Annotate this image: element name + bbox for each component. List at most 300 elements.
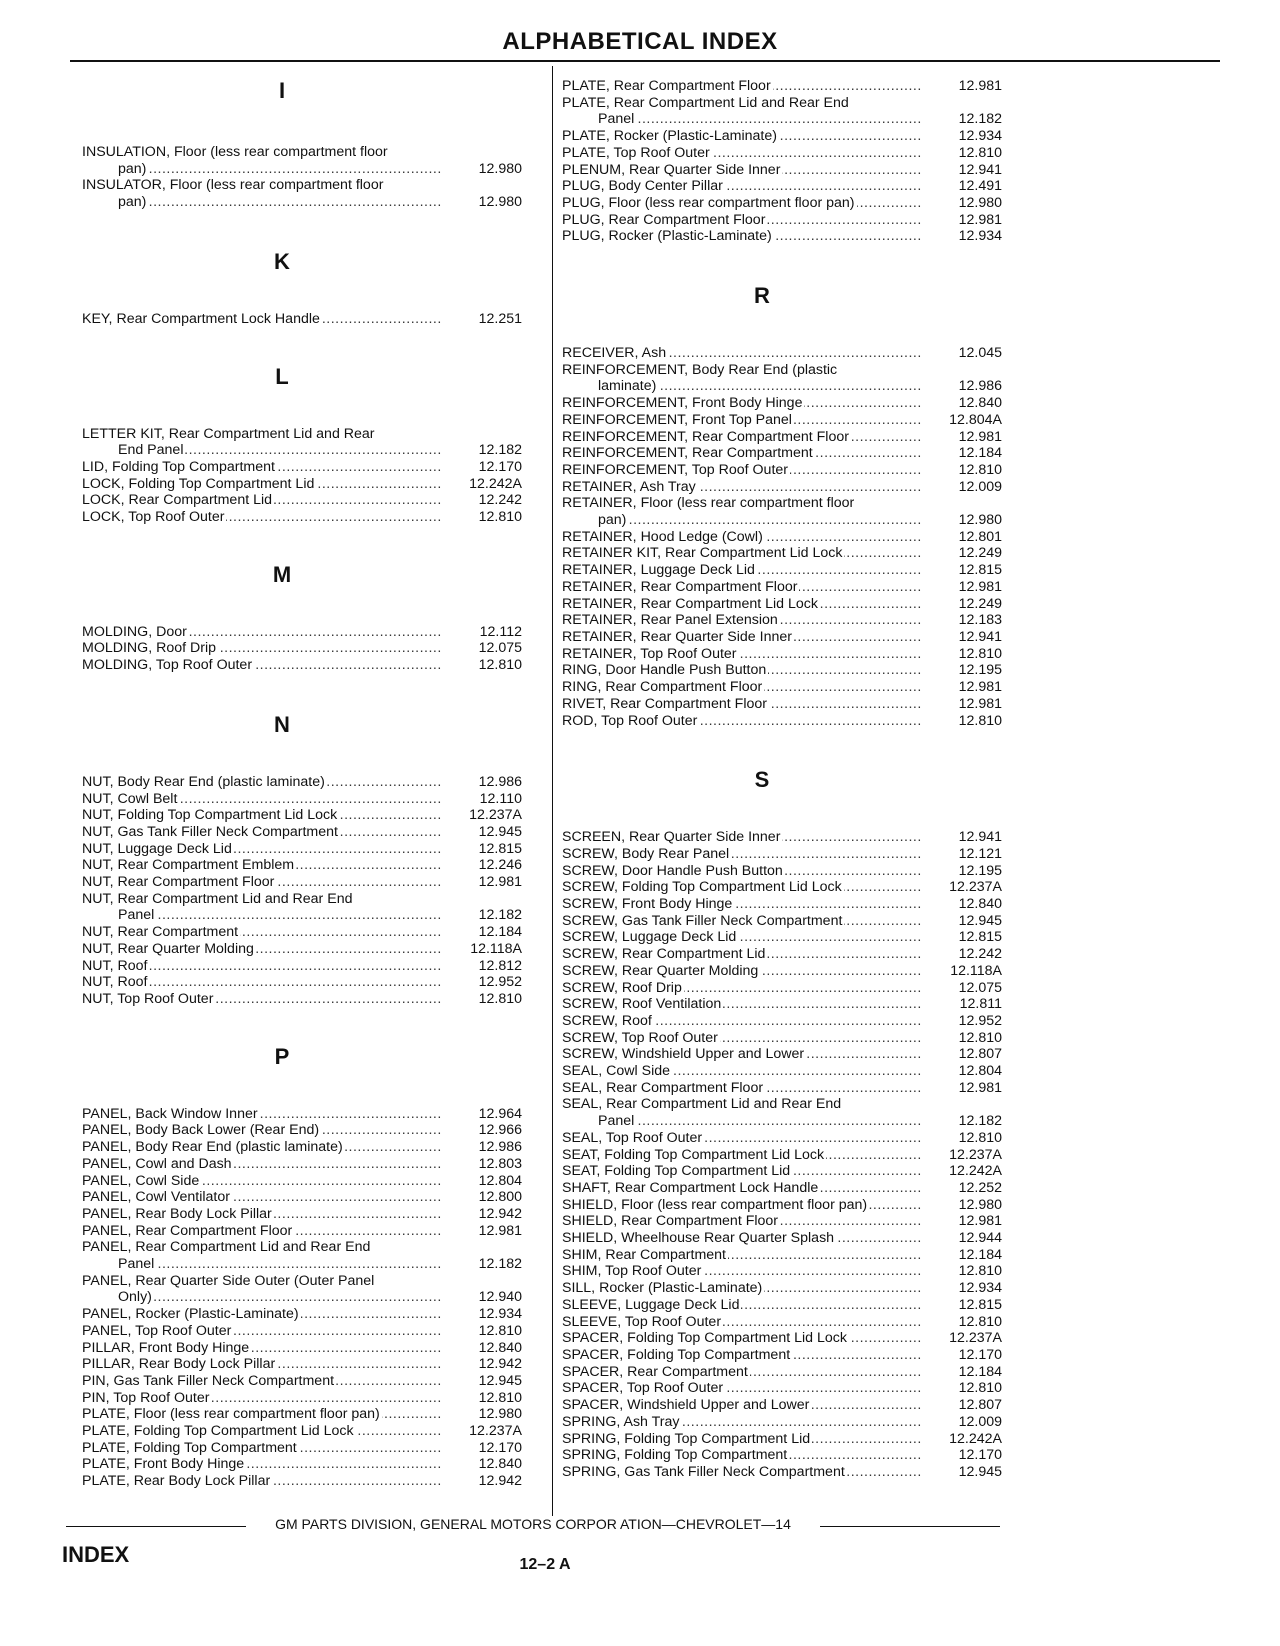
entry-label: KEY, Rear Compartment Lock Handle <box>82 310 320 327</box>
index-entry <box>562 662 1020 679</box>
entry-page-number: 12.986 <box>478 773 522 790</box>
entry-label: PLATE, Rear Body Lock Pillar <box>82 1473 271 1490</box>
entry-label: PANEL, Cowl Side <box>82 1172 200 1189</box>
entry-page-number: 12.941 <box>958 161 1002 178</box>
index-entry <box>82 941 540 958</box>
entry-label: RETAINER, Rear Panel Extension <box>562 612 778 629</box>
index-entry <box>562 1297 1020 1314</box>
entry-label: NUT, Rear Compartment Floor <box>82 874 275 891</box>
index-entry <box>562 980 1020 997</box>
section-letter: S <box>754 767 770 793</box>
entry-label: SCREW, Rear Quarter Molding <box>562 962 759 979</box>
entry-page-number: 12.195 <box>958 662 1002 679</box>
entry-page-number: 12.237A <box>469 807 522 824</box>
index-entry <box>82 991 540 1008</box>
index-entry <box>82 1122 540 1139</box>
index-entry <box>562 1330 1020 1347</box>
entry-page-number: 12.810 <box>958 645 1002 662</box>
entry-label: PANEL, Rear Compartment Lid and Rear End <box>82 1239 371 1256</box>
index-entry <box>562 178 1020 195</box>
entry-label: PLENUM, Rear Quarter Side Inner <box>562 161 781 178</box>
entry-page-number: 12.934 <box>958 128 1002 145</box>
entry-page-number: 12.246 <box>478 857 522 874</box>
entry-page-number: 12.934 <box>958 228 1002 245</box>
entry-page-number: 12.184 <box>958 1246 1002 1263</box>
index-entry <box>562 1364 1020 1381</box>
index-entry <box>562 829 1020 846</box>
entry-label: LETTER KIT, Rear Compartment Lid and Rear <box>82 425 375 442</box>
index-entry <box>562 1013 1020 1030</box>
index-entry <box>82 1289 540 1306</box>
index-entry <box>82 924 540 941</box>
entry-page-number: 12.251 <box>478 310 522 327</box>
index-entry <box>82 857 540 874</box>
entry-label: MOLDING, Door <box>82 623 187 640</box>
entry-label: Panel <box>82 907 156 924</box>
entry-label: SHAFT, Rear Compartment Lock Handle <box>562 1179 819 1196</box>
entry-page-number: 12.009 <box>958 1413 1002 1430</box>
entry-label: SEAL, Rear Compartment Lid and Rear End <box>562 1096 842 1113</box>
entry-page-number: 12.810 <box>478 990 522 1007</box>
entry-label: SCREW, Door Handle Push Button <box>562 862 783 879</box>
entry-label: NUT, Rear Compartment <box>82 924 239 941</box>
entry-label: SPACER, Folding Top Compartment Lid Lock <box>562 1330 847 1347</box>
index-entry <box>82 1173 540 1190</box>
footer-section-label: INDEX <box>62 1542 130 1567</box>
entry-label: RETAINER, Hood Ledge (Cowl) <box>562 528 763 545</box>
entry-label: PANEL, Cowl and Dash <box>82 1155 232 1172</box>
index-entry <box>562 1130 1020 1147</box>
entry-page-number: 12.491 <box>958 178 1002 195</box>
entry-label: SPRING, Folding Top Compartment Lid <box>562 1430 811 1447</box>
entry-page-number: 12.934 <box>958 1280 1002 1297</box>
left-column <box>82 78 540 1490</box>
index-entry <box>562 412 1020 429</box>
entry-label: SPACER, Top Roof Outer <box>562 1380 724 1397</box>
section-letter: P <box>274 1043 290 1069</box>
index-entry <box>562 629 1020 646</box>
index-entry <box>562 896 1020 913</box>
index-entry <box>562 512 1020 529</box>
index-entry <box>562 612 1020 629</box>
entry-label: NUT, Gas Tank Filler Neck Compartment <box>82 823 338 840</box>
entry-page-number: 12.170 <box>958 1347 1002 1363</box>
entry-page-number: 12.810 <box>958 1380 1002 1397</box>
entry-label: Panel <box>82 1256 156 1273</box>
entry-label: NUT, Body Rear End (plastic laminate) <box>82 773 325 790</box>
entry-label: End Panel <box>82 442 185 459</box>
index-entry <box>562 228 1020 245</box>
entry-label: SHIM, Top Roof Outer <box>562 1263 702 1280</box>
index-entry <box>82 1373 540 1390</box>
index-entry <box>562 1147 1020 1164</box>
entry-page-number: 12.242A <box>469 475 522 492</box>
entry-label: SHIELD, Rear Compartment Floor <box>562 1213 779 1230</box>
index-entry <box>562 713 1020 730</box>
index-entry <box>562 1080 1020 1097</box>
entry-label: REINFORCEMENT, Front Body Hinge <box>562 395 803 412</box>
index-entry <box>562 95 1020 112</box>
page-title: ALPHABETICAL INDEX <box>502 28 778 55</box>
entry-page-number: 12.981 <box>958 78 1002 94</box>
entry-label: RETAINER, Rear Compartment Lid Lock <box>562 595 818 612</box>
entry-page-number: 12.981 <box>958 578 1002 595</box>
index-entry <box>82 426 540 443</box>
index-entry <box>82 1106 540 1123</box>
entry-page-number: 12.170 <box>478 458 522 475</box>
entry-page-number: 12.182 <box>958 1113 1002 1130</box>
entry-label: REINFORCEMENT, Rear Compartment <box>562 445 813 462</box>
index-entry <box>562 1263 1020 1280</box>
entry-label: MOLDING, Top Roof Outer <box>82 657 253 674</box>
index-entry <box>562 195 1020 212</box>
entry-page-number: 12.195 <box>958 862 1002 879</box>
entry-label: PLATE, Folding Top Compartment <box>82 1439 297 1456</box>
entry-page-number: 12.182 <box>478 907 522 924</box>
entry-label: PLATE, Rocker (Plastic-Laminate) <box>562 128 777 145</box>
entry-page-number: 12.810 <box>958 712 1002 729</box>
entry-page-number: 12.981 <box>958 679 1002 696</box>
entry-page-number: 12.118A <box>950 962 1002 979</box>
index-entry <box>562 145 1020 162</box>
section-letter: I <box>278 78 286 103</box>
entry-page-number: 12.242A <box>949 1430 1002 1447</box>
entry-label: SCREW, Front Body Hinge <box>562 896 733 913</box>
entry-label: REINFORCEMENT, Rear Compartment Floor <box>562 428 849 445</box>
index-entry <box>82 1256 540 1273</box>
entry-page-number: 12.981 <box>958 211 1002 228</box>
index-entry <box>562 679 1020 696</box>
entry-label: PILLAR, Rear Body Lock Pillar <box>82 1356 276 1373</box>
entry-page-number: 12.804A <box>949 411 1002 428</box>
index-entry <box>562 445 1020 462</box>
entry-label: RECEIVER, Ash <box>562 345 667 362</box>
index-entry <box>82 459 540 476</box>
index-entry <box>82 624 540 641</box>
index-entry <box>562 529 1020 546</box>
entry-page-number: 12.981 <box>478 874 522 891</box>
entry-label: ROD, Top Roof Outer <box>562 712 698 729</box>
index-entry <box>82 476 540 493</box>
entry-page-number: 12.184 <box>958 1363 1002 1380</box>
column-divider <box>552 66 553 1516</box>
entry-label: SEAL, Rear Compartment Floor <box>562 1079 764 1096</box>
entry-label: NUT, Folding Top Compartment Lid Lock <box>82 807 338 824</box>
index-entry <box>82 1206 540 1223</box>
entry-page-number: 12.815 <box>958 929 1002 946</box>
entry-page-number: 12.815 <box>478 840 522 857</box>
entry-page-number: 12.945 <box>478 1372 522 1389</box>
entry-page-number: 12.942 <box>478 1205 522 1222</box>
entry-page-number: 12.170 <box>958 1447 1002 1464</box>
index-entry <box>562 462 1020 479</box>
entry-label: SCREW, Windshield Upper and Lower <box>562 1046 805 1063</box>
entry-page-number: 12.182 <box>478 442 522 459</box>
index-entry <box>82 194 540 211</box>
entry-label: SCREW, Rear Compartment Lid <box>562 946 766 963</box>
footer-rule-right <box>820 1526 1000 1527</box>
entry-page-number: 12.981 <box>958 695 1002 712</box>
entry-label: PILLAR, Front Body Hinge <box>82 1339 250 1356</box>
index-entry <box>562 1063 1020 1080</box>
entry-label: PANEL, Body Rear End (plastic laminate) <box>82 1139 343 1156</box>
index-entry <box>82 807 540 824</box>
index-entry <box>562 495 1020 512</box>
entry-page-number: 12.840 <box>958 395 1002 412</box>
index-entry <box>82 1323 540 1340</box>
index-entry <box>562 128 1020 145</box>
index-entry <box>562 1431 1020 1448</box>
entry-label: SPRING, Ash Tray <box>562 1413 680 1430</box>
index-entry <box>562 696 1020 713</box>
entry-label: SCREW, Roof <box>562 1012 652 1029</box>
section-letter: R <box>754 283 770 309</box>
entry-label: PANEL, Top Roof Outer <box>82 1322 232 1339</box>
index-entry <box>562 429 1020 446</box>
entry-page-number: 12.184 <box>478 924 522 941</box>
top-rule <box>70 60 1220 62</box>
entry-label: Panel <box>562 111 636 128</box>
entry-label: SEAT, Folding Top Compartment Lid <box>562 1163 791 1180</box>
entry-page-number: 12.810 <box>478 509 522 526</box>
section-letter: L <box>275 363 289 389</box>
entry-label: PLUG, Rocker (Plastic-Laminate) <box>562 228 772 245</box>
section-letter: M <box>272 561 292 587</box>
entry-page-number: 12.807 <box>958 1046 1002 1063</box>
index-entry <box>562 1464 1020 1481</box>
entry-label: SCREW, Folding Top Compartment Lid Lock <box>562 879 842 896</box>
index-entry <box>562 1030 1020 1047</box>
entry-page-number: 12.801 <box>958 528 1002 545</box>
entry-label: RETAINER, Rear Quarter Side Inner <box>562 628 792 645</box>
index-entry <box>562 1213 1020 1230</box>
entry-label: NUT, Rear Quarter Molding <box>82 940 254 957</box>
entry-page-number: 12.184 <box>958 445 1002 462</box>
entry-page-number: 12.170 <box>478 1439 522 1456</box>
entry-label: PLATE, Front Body Hinge <box>82 1456 245 1473</box>
index-entry <box>82 841 540 858</box>
entry-page-number: 12.810 <box>958 1029 1002 1046</box>
index-entry <box>562 378 1020 395</box>
entry-page-number: 12.807 <box>958 1397 1002 1414</box>
entry-label: NUT, Top Roof Outer <box>82 990 214 1007</box>
entry-page-number: 12.183 <box>958 612 1002 629</box>
entry-page-number: 12.803 <box>478 1155 522 1172</box>
entry-label: SILL, Rocker (Plastic-Laminate) <box>562 1280 763 1297</box>
section-letter: N <box>274 711 290 737</box>
entry-page-number: 12.941 <box>958 829 1002 846</box>
entry-page-number: 12.182 <box>958 111 1002 128</box>
entry-label: SHIM, Rear Compartment <box>562 1246 726 1263</box>
entry-label: SCREW, Luggage Deck Lid <box>562 929 737 946</box>
entry-label: SCREEN, Rear Quarter Side Inner <box>562 829 781 846</box>
entry-page-number: 12.941 <box>958 628 1002 645</box>
entry-label: SCREW, Roof Drip <box>562 979 682 996</box>
entry-page-number: 12.981 <box>958 1213 1002 1230</box>
index-entry <box>562 863 1020 880</box>
entry-page-number: 12.237A <box>949 879 1002 896</box>
entry-label: NUT, Rear Compartment Emblem <box>82 857 295 874</box>
index-entry <box>82 509 540 526</box>
index-entry <box>562 1397 1020 1414</box>
entry-page-number: 12.075 <box>478 640 522 657</box>
footer-rule-left <box>66 1526 246 1527</box>
entry-page-number: 12.242A <box>949 1163 1002 1180</box>
entry-label: SCREW, Roof Ventilation <box>562 996 722 1013</box>
entry-page-number: 12.009 <box>958 478 1002 495</box>
footer-credit: GM PARTS DIVISION, GENERAL MOTORS CORPOR ATION—CHEVROLET—14 <box>275 1516 791 1532</box>
entry-label: RIVET, Rear Compartment Floor <box>562 695 767 712</box>
entry-page-number: 12.804 <box>958 1063 1002 1080</box>
entry-label: INSULATION, Floor (less rear compartment floor <box>82 144 388 160</box>
entry-label: PLATE, Top Roof Outer <box>562 144 710 161</box>
index-entry <box>82 1189 540 1206</box>
index-entry <box>562 1113 1020 1130</box>
entry-page-number: 12.986 <box>958 378 1002 395</box>
entry-label: PANEL, Back Window Inner <box>82 1105 258 1122</box>
entry-label: LID, Folding Top Compartment <box>82 458 275 475</box>
entry-label: pan) <box>82 194 148 211</box>
entry-label: PLATE, Folding Top Compartment Lid Lock <box>82 1423 354 1440</box>
index-entry <box>562 1347 1020 1364</box>
entry-label: RETAINER, Luggage Deck Lid <box>562 562 755 579</box>
entry-label: NUT, Roof <box>82 974 148 991</box>
entry-page-number: 12.075 <box>958 979 1002 996</box>
section-letter: K <box>274 248 290 274</box>
index-entry <box>562 1380 1020 1397</box>
entry-page-number: 12.237A <box>469 1423 522 1440</box>
entry-label: SCREW, Top Roof Outer <box>562 1029 718 1046</box>
entry-page-number: 12.252 <box>958 1179 1002 1196</box>
entry-page-number: 12.945 <box>478 823 522 840</box>
entry-label: PLUG, Floor (less rear compartment floor pan) <box>562 194 855 211</box>
index-entry <box>82 891 540 908</box>
entry-page-number: 12.981 <box>478 1222 522 1239</box>
index-entry <box>82 974 540 991</box>
entry-label: PLATE, Rear Compartment Floor <box>562 78 771 94</box>
entry-page-number: 12.810 <box>958 1129 1002 1146</box>
index-entry <box>82 907 540 924</box>
entry-page-number: 12.940 <box>478 1289 522 1306</box>
index-entry <box>82 1456 540 1473</box>
index-entry <box>562 963 1020 980</box>
entry-label: RETAINER, Top Roof Outer <box>562 645 737 662</box>
index-entry <box>82 958 540 975</box>
entry-label: SCREW, Body Rear Panel <box>562 845 730 862</box>
index-entry <box>82 1423 540 1440</box>
entry-page-number: 12.249 <box>958 545 1002 562</box>
entry-page-number: 12.945 <box>958 912 1002 929</box>
index-entry <box>82 177 540 194</box>
entry-page-number: 12.810 <box>478 657 522 674</box>
index-entry <box>82 1390 540 1407</box>
index-entry <box>562 162 1020 179</box>
entry-label: NUT, Cowl Belt <box>82 790 178 807</box>
entry-page-number: 12.942 <box>478 1356 522 1373</box>
entry-page-number: 12.811 <box>959 996 1002 1013</box>
index-entry <box>562 1414 1020 1431</box>
entry-label: LOCK, Folding Top Compartment Lid <box>82 475 315 492</box>
entry-page-number: 12.980 <box>958 512 1002 529</box>
entry-page-number: 12.182 <box>478 1256 522 1273</box>
entry-label: SEAT, Folding Top Compartment Lid Lock <box>562 1146 825 1163</box>
entry-page-number: 12.810 <box>478 1322 522 1339</box>
entry-label: PANEL, Body Back Lower (Rear End) <box>82 1122 320 1139</box>
index-entry <box>562 596 1020 613</box>
index-entry <box>562 579 1020 596</box>
entry-page-number: 12.840 <box>478 1339 522 1356</box>
index-entry <box>82 1223 540 1240</box>
entry-page-number: 12.237A <box>949 1330 1002 1347</box>
index-entry <box>82 442 540 459</box>
index-entry <box>82 1306 540 1323</box>
entry-label: RETAINER, Rear Compartment Floor <box>562 578 798 595</box>
entry-page-number: 12.810 <box>958 1313 1002 1330</box>
index-entry <box>562 111 1020 128</box>
entry-page-number: 12.964 <box>478 1105 522 1122</box>
entry-label: SPACER, Rear Compartment <box>562 1363 748 1380</box>
entry-page-number: 12.812 <box>478 957 522 974</box>
entry-label: PIN, Gas Tank Filler Neck Compartment <box>82 1372 335 1389</box>
entry-page-number: 12.942 <box>478 1473 522 1490</box>
index-entry <box>562 1280 1020 1297</box>
index-entry <box>82 1473 540 1490</box>
index-entry <box>562 1046 1020 1063</box>
entry-label: PIN, Top Roof Outer <box>82 1389 210 1406</box>
entry-page-number: 12.810 <box>478 1389 522 1406</box>
entry-label: SHIELD, Wheelhouse Rear Quarter Splash <box>562 1230 835 1247</box>
entry-page-number: 12.810 <box>958 461 1002 478</box>
footer-page-number: 12–2 A <box>519 1556 571 1573</box>
entry-label: PANEL, Rocker (Plastic-Laminate) <box>82 1306 299 1323</box>
index-entry <box>82 1440 540 1457</box>
entry-label: laminate) <box>562 378 658 395</box>
entry-page-number: 12.810 <box>958 144 1002 161</box>
index-entry <box>562 562 1020 579</box>
entry-label: SLEEVE, Luggage Deck Lid <box>562 1296 740 1313</box>
entry-label: pan) <box>82 161 148 178</box>
entry-label: SPACER, Windshield Upper and Lower <box>562 1397 810 1414</box>
entry-page-number: 12.980 <box>958 1196 1002 1213</box>
entry-label: SPACER, Folding Top Compartment <box>562 1347 791 1363</box>
index-entry <box>562 1163 1020 1180</box>
entry-label: MOLDING, Roof Drip <box>82 640 217 657</box>
entry-page-number: 12.934 <box>478 1306 522 1323</box>
entry-page-number: 12.980 <box>958 194 1002 211</box>
entry-page-number: 12.810 <box>958 1263 1002 1280</box>
index-entry <box>562 212 1020 229</box>
index-entry <box>562 913 1020 930</box>
entry-page-number: 12.815 <box>958 1296 1002 1313</box>
entry-label: PANEL, Cowl Ventilator <box>82 1189 230 1206</box>
index-entry <box>82 824 540 841</box>
index-entry <box>562 362 1020 379</box>
entry-page-number: 12.800 <box>478 1189 522 1206</box>
entry-page-number: 12.121 <box>958 845 1002 862</box>
entry-label: PANEL, Rear Compartment Floor <box>82 1222 293 1239</box>
entry-page-number: 12.980 <box>478 194 522 211</box>
index-entry <box>82 1273 540 1290</box>
entry-label: NUT, Rear Compartment Lid and Rear End <box>82 890 353 907</box>
index-entry <box>562 395 1020 412</box>
entry-page-number: 12.249 <box>958 595 1002 612</box>
entry-page-number: 12.110 <box>479 790 522 807</box>
index-entry <box>82 874 540 891</box>
index-entry <box>562 479 1020 496</box>
index-entry <box>82 1356 540 1373</box>
entry-label: Only) <box>82 1289 154 1306</box>
index-entry <box>82 657 540 674</box>
